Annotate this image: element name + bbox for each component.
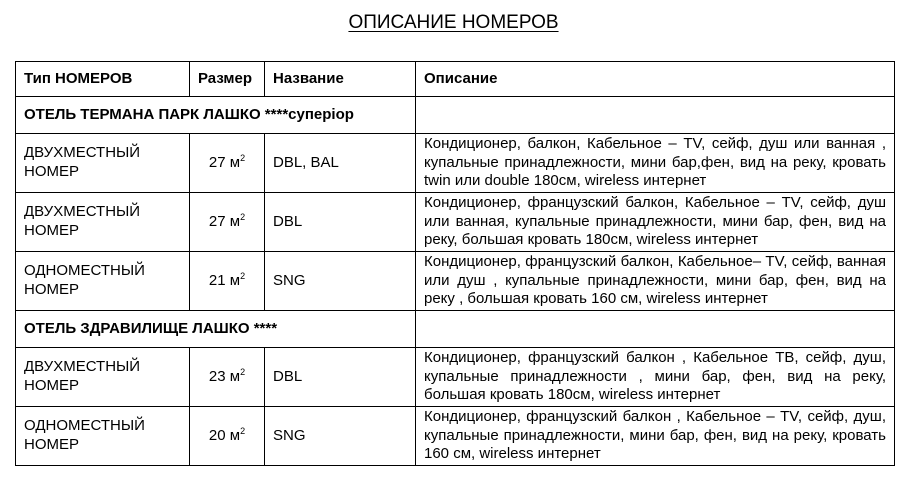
- room-code: DBL: [265, 348, 416, 407]
- page-title: ОПИСАНИЕ НОМЕРОВ: [348, 12, 559, 33]
- room-description: Кондиционер, французский балкон, Кабельное – TV, сейф, душ или ванная, купальные принадлежности, мини бар, фен, вид на реку, большая кровать 180см, wireless интернет: [416, 193, 895, 252]
- table-row: [16, 252, 895, 311]
- room-code: SNG: [265, 407, 416, 466]
- column-header-size: Размер: [190, 62, 265, 97]
- table-row: [16, 348, 895, 407]
- table-row: [16, 193, 895, 252]
- rooms-table: [15, 61, 895, 466]
- room-size: 20 $м^2$: [190, 407, 265, 466]
- room-size: 27 $м^2$: [190, 193, 265, 252]
- hotel-row: [16, 97, 895, 134]
- room-code: DBL: [265, 193, 416, 252]
- room-size: 27 $м^2$: [190, 134, 265, 193]
- room-type: ДВУХМЕСТНЫЙ НОМЕР: [16, 348, 190, 407]
- column-header-description: Описание: [416, 62, 895, 97]
- room-type: ОДНОМЕСТНЫЙ НОМЕР: [16, 407, 190, 466]
- room-size: 23 $м^2$: [190, 348, 265, 407]
- column-header-name: Название: [265, 62, 416, 97]
- room-description: Кондиционер, французский балкон , Кабельное – TV, сейф, душ, купальные принадлежности, мини бар, фен, вид на реку, кровать 160 см, wireless интернет: [416, 407, 895, 466]
- room-description: Кондиционер, французский балкон, Кабельное– TV, сейф, ванная или душ , купальные принадлежности, мини бар, фен, вид на реку , большая кровать 160 см, wireless интернет: [416, 252, 895, 311]
- hotel-name: ОТЕЛЬ ЗДРАВИЛИЩЕ ЛАШКО ****: [16, 311, 416, 348]
- hotel-name: ОТЕЛЬ ТЕРМАНА ПАРК ЛАШКО ****суперіор: [16, 97, 416, 134]
- table-header-row: [16, 62, 895, 97]
- room-type: ДВУХМЕСТНЫЙ НОМЕР: [16, 134, 190, 193]
- room-code: DBL, BAL: [265, 134, 416, 193]
- room-size: 21 $м^2$: [190, 252, 265, 311]
- room-type: ОДНОМЕСТНЫЙ НОМЕР: [16, 252, 190, 311]
- table-row: [16, 134, 895, 193]
- empty-cell: [416, 97, 895, 134]
- table-row: [16, 407, 895, 466]
- room-description: Кондиционер, балкон, Кабельное – TV, сейф, душ или ванная , купальные принадлежности, мини бар,фен, вид на реку, кровать twin или double 180см, wireless интернет: [416, 134, 895, 193]
- empty-cell: [416, 311, 895, 348]
- room-type: ДВУХМЕСТНЫЙ НОМЕР: [16, 193, 190, 252]
- room-description: Кондиционер, французский балкон , Кабельное ТВ, сейф, душ, купальные принадлежности , мини бар, фен, вид на реку, большая кровать 180cм, wireless интернет: [416, 348, 895, 407]
- hotel-row: [16, 311, 895, 348]
- column-header-type: Тип НОМЕРОВ: [16, 62, 190, 97]
- room-code: SNG: [265, 252, 416, 311]
